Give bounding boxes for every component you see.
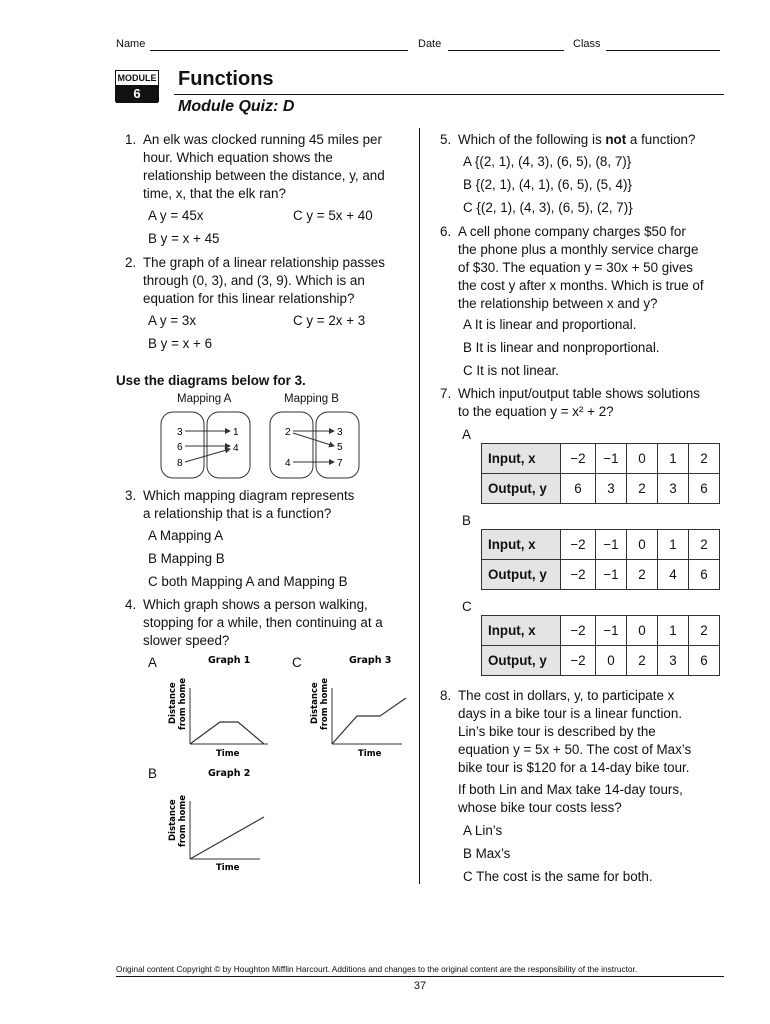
graph-3-title: Graph 3 — [349, 655, 392, 666]
q6-number: 6. — [440, 224, 452, 239]
graph-1 — [160, 652, 275, 760]
q7-choice-c[interactable]: C — [462, 599, 472, 614]
graph-2-ylabel-1: Distance — [168, 799, 178, 841]
q4-choice-c[interactable]: C — [292, 655, 302, 670]
q4-choice-a[interactable]: A — [148, 655, 157, 670]
date-label: Date — [418, 38, 442, 50]
q5-choice-c[interactable]: C {(2, 1), (4, 3), (6, 5), (2, 7)} — [463, 200, 633, 215]
q7-table-a: Input, x −2 −1 0 1 2 Output, y 6 3 2 3 6 — [481, 443, 720, 504]
q7-table-b: Input, x −2 −1 0 1 2 Output, y −2 −1 2 4 6 — [481, 529, 720, 590]
page-number: 37 — [413, 980, 427, 992]
mapA-out-1: 4 — [233, 443, 239, 454]
q5-number: 5. — [440, 132, 452, 147]
q5-text: Which of the following is not a function? — [458, 132, 696, 147]
q3-text: Which mapping diagram represents a relationship that is a function? — [143, 488, 355, 521]
graph-1-title: Graph 1 — [208, 655, 251, 666]
module-number: 6 — [116, 85, 158, 103]
q2-choice-a[interactable]: A y = 3x — [148, 313, 197, 328]
mapping-b-title: Mapping B — [284, 393, 339, 405]
graph-1-ylabel-2: from home — [178, 677, 188, 730]
mapB-in-1: 4 — [285, 458, 291, 469]
graph-1-xlabel: Time — [216, 749, 240, 759]
diagrams-heading: Use the diagrams below for 3. — [116, 373, 306, 388]
date-blank — [448, 50, 564, 51]
graph-2-line — [190, 817, 264, 859]
q7-number: 7. — [440, 386, 452, 401]
graph-3-line — [332, 698, 406, 744]
q4-number: 4. — [125, 597, 137, 612]
q5-choice-a[interactable]: A {(2, 1), (4, 3), (6, 5), (8, 7)} — [463, 154, 632, 169]
graph-3-ylabel-2: from home — [320, 677, 330, 730]
q6-choice-c[interactable]: C It is not linear. — [463, 363, 560, 378]
q2-choice-c[interactable]: C y = 2x + 3 — [293, 313, 366, 328]
mapB-out-1: 5 — [337, 442, 343, 453]
title-rule — [174, 94, 724, 95]
q7-choice-b[interactable]: B — [462, 513, 471, 528]
q2-number: 2. — [125, 255, 137, 270]
graph-3-ylabel-1: Distance — [310, 682, 320, 724]
mapB-domain-oval — [270, 412, 313, 478]
q8-choice-c[interactable]: C The cost is the same for both. — [463, 869, 653, 884]
graph-2 — [160, 765, 275, 875]
class-label: Class — [573, 38, 601, 50]
q1-text: An elk was clocked running 45 miles per hour. Which equation shows the relationship between the distance, y, and time, x, that the elk ran? — [143, 132, 385, 201]
q8-number: 8. — [440, 688, 452, 703]
module-label: MODULE — [117, 73, 157, 83]
name-blank — [150, 50, 408, 51]
q7-table-c: Input, x −2 −1 0 1 2 Output, y −2 0 2 3 6 — [481, 615, 720, 676]
mapA-range-oval — [207, 412, 250, 478]
mapB-out-0: 3 — [337, 427, 343, 438]
q6-text: A cell phone company charges $50 for the phone plus a monthly service charge of $30. The equation y = 30x + 50 gives the cost y after x months. Which is true of the relationship between x and y? — [458, 224, 704, 311]
graph-1-line — [190, 722, 264, 744]
mapping-diagrams — [155, 408, 370, 482]
q7-choice-a[interactable]: A — [462, 427, 471, 442]
q1-choice-c[interactable]: C y = 5x + 40 — [293, 208, 373, 223]
q3-choice-b[interactable]: B Mapping B — [148, 551, 225, 566]
graph-1-ylabel-1: Distance — [168, 682, 178, 724]
name-label: Name — [116, 38, 146, 50]
q1-number: 1. — [125, 132, 137, 147]
mapA-out-0: 1 — [233, 427, 239, 438]
graph-3-xlabel: Time — [358, 749, 382, 759]
q4-choice-b[interactable]: B — [148, 766, 157, 781]
q1-choice-a[interactable]: A y = 45x — [148, 208, 204, 223]
module-badge — [115, 70, 159, 102]
mapA-in-1: 6 — [177, 442, 183, 453]
q6-choice-a[interactable]: A It is linear and proportional. — [463, 317, 637, 332]
footer-rule — [116, 976, 724, 977]
mapping-a-title: Mapping A — [177, 393, 232, 405]
q2-text: The graph of a linear relationship passes through (0, 3), and (3, 9). Which is an equation for this linear relationship? — [143, 255, 385, 306]
q2-choice-b[interactable]: B y = x + 6 — [148, 336, 213, 351]
q8-choice-b[interactable]: B Max’s — [463, 846, 511, 861]
graph-2-title: Graph 2 — [208, 768, 251, 779]
graph-3 — [302, 652, 414, 760]
class-blank — [606, 50, 720, 51]
graph-2-ylabel-2: from home — [178, 794, 188, 847]
mapB-in-0: 2 — [285, 427, 291, 438]
q6-choice-b[interactable]: B It is linear and nonproportional. — [463, 340, 660, 355]
q1-choice-b[interactable]: B y = x + 45 — [148, 231, 220, 246]
q8-text: The cost in dollars, y, to participate x days in a bike tour is a linear function. Lin’s bike tour is described by the equation y = 5x + 50. The cost of Max’s bike tour is $120 for a 14-day bike tour. If both Lin and Max take 14-day tours, whose bike tour costs less? — [458, 688, 692, 815]
page-subtitle: Module Quiz: D — [178, 98, 295, 115]
graph-2-xlabel: Time — [216, 863, 240, 873]
mapB-out-2: 7 — [337, 458, 343, 469]
q4-text: Which graph shows a person walking, stopping for a while, then continuing at a slower speed? — [143, 597, 383, 648]
mapA-in-2: 8 — [177, 458, 183, 469]
copyright-footer: Original content Copyright © by Houghton Mifflin Harcourt. Additions and changes to the original content are the responsibility of the instructor. — [116, 964, 638, 974]
q7-text: Which input/output table shows solutions to the equation y = x² + 2? — [458, 386, 700, 419]
page-title: Functions — [178, 68, 274, 90]
q3-choice-a[interactable]: A Mapping A — [148, 528, 224, 543]
q8-choice-a[interactable]: A Lin’s — [463, 823, 503, 838]
q3-choice-c[interactable]: C both Mapping A and Mapping B — [148, 574, 348, 589]
q5-choice-b[interactable]: B {(2, 1), (4, 1), (6, 5), (5, 4)} — [463, 177, 632, 192]
column-divider — [419, 128, 420, 884]
q3-number: 3. — [125, 488, 137, 503]
mapA-in-0: 3 — [177, 427, 183, 438]
